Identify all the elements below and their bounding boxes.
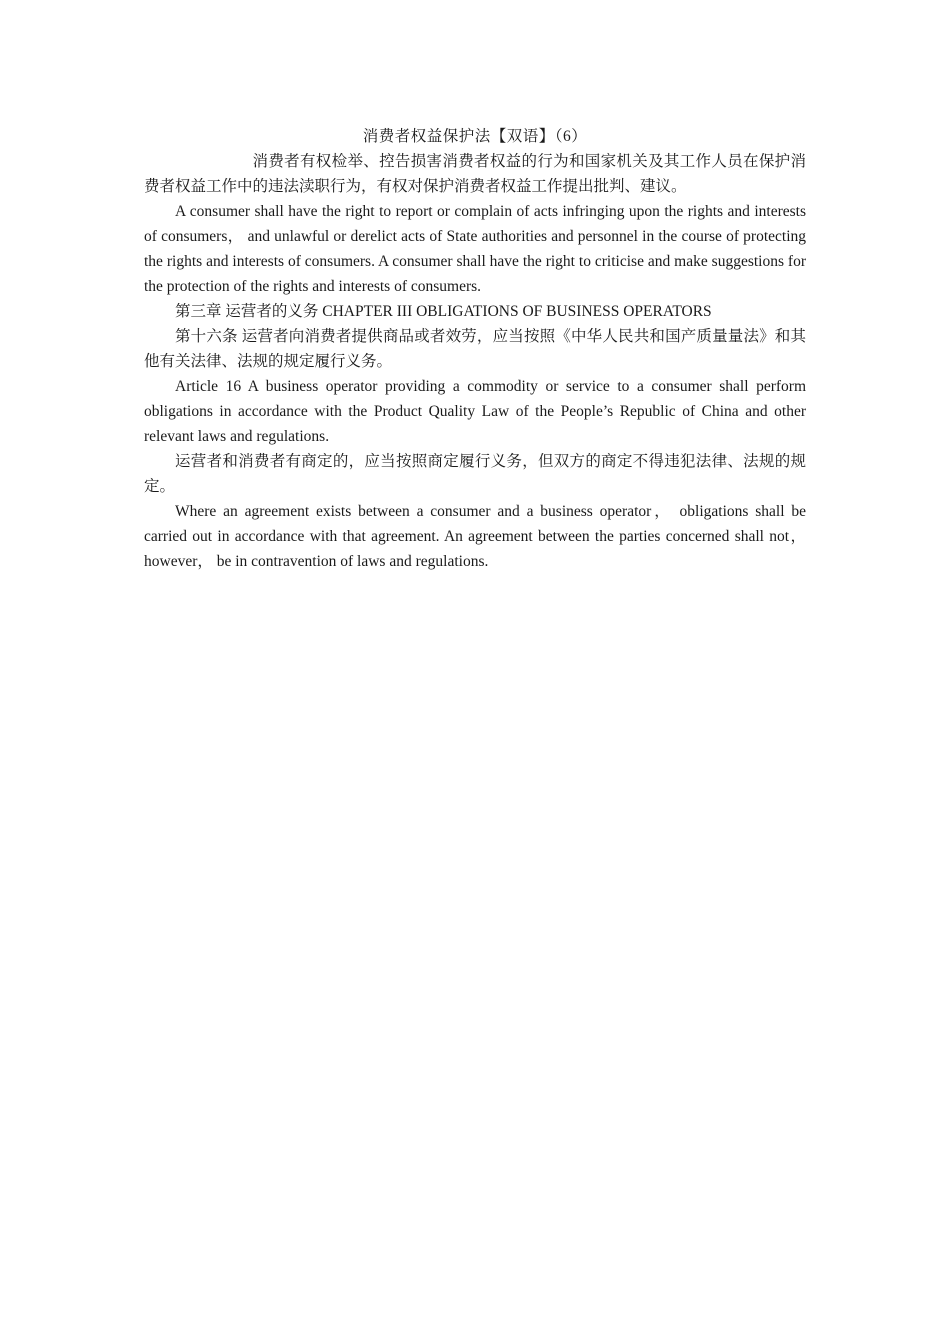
document-title: 消费者权益保护法【双语】（6） (362, 128, 588, 145)
paragraph-consumer-right-report-en: A consumer shall have the right to report or complain of acts infringing upon the rights and interests of consumers， and unlawful or derelict acts of State authorities and personnel in the course of protecting the rights and interests of consumers. A consumer shall have the right to criticise and make suggestions for the protection of the rights and interests of consumers. (144, 203, 806, 295)
paragraph-article16-cn: 第十六条 运营者向消费者提供商品或者效劳，应当按照《中华人民共和国产质量量法》和其他有关法律、法规的规定履行义务。 (144, 328, 806, 370)
paragraph-agreement-cn: 运营者和消费者有商定的，应当按照商定履行义务，但双方的商定不得违犯法律、法规的规定。 (144, 453, 806, 495)
chapter-heading: 第三章 运营者的义务 CHAPTER III OBLIGATIONS OF BUSINESS OPERATORS (175, 303, 712, 320)
document-body (144, 124, 806, 574)
paragraph-consumer-right-report-cn: 消费者有权检举、控告损害消费者权益的行为和国家机关及其工作人员在保护消费者权益工作中的违法渎职行为，有权对保护消费者权益工作提出批判、建议。 (144, 153, 806, 195)
paragraph-agreement-en: Where an agreement exists between a consumer and a business operator， obligations shall be carried out in accordance with that agreement. An agreement between the parties concerned shall not， however， be in contravention of laws and regulations. (144, 503, 806, 570)
paragraph-article16-en: Article 16 A business operator providing a commodity or service to a consumer shall perform obligations in accordance with the Product Quality Law of the People’s Republic of China and other relevant laws and regulations. (144, 378, 806, 445)
